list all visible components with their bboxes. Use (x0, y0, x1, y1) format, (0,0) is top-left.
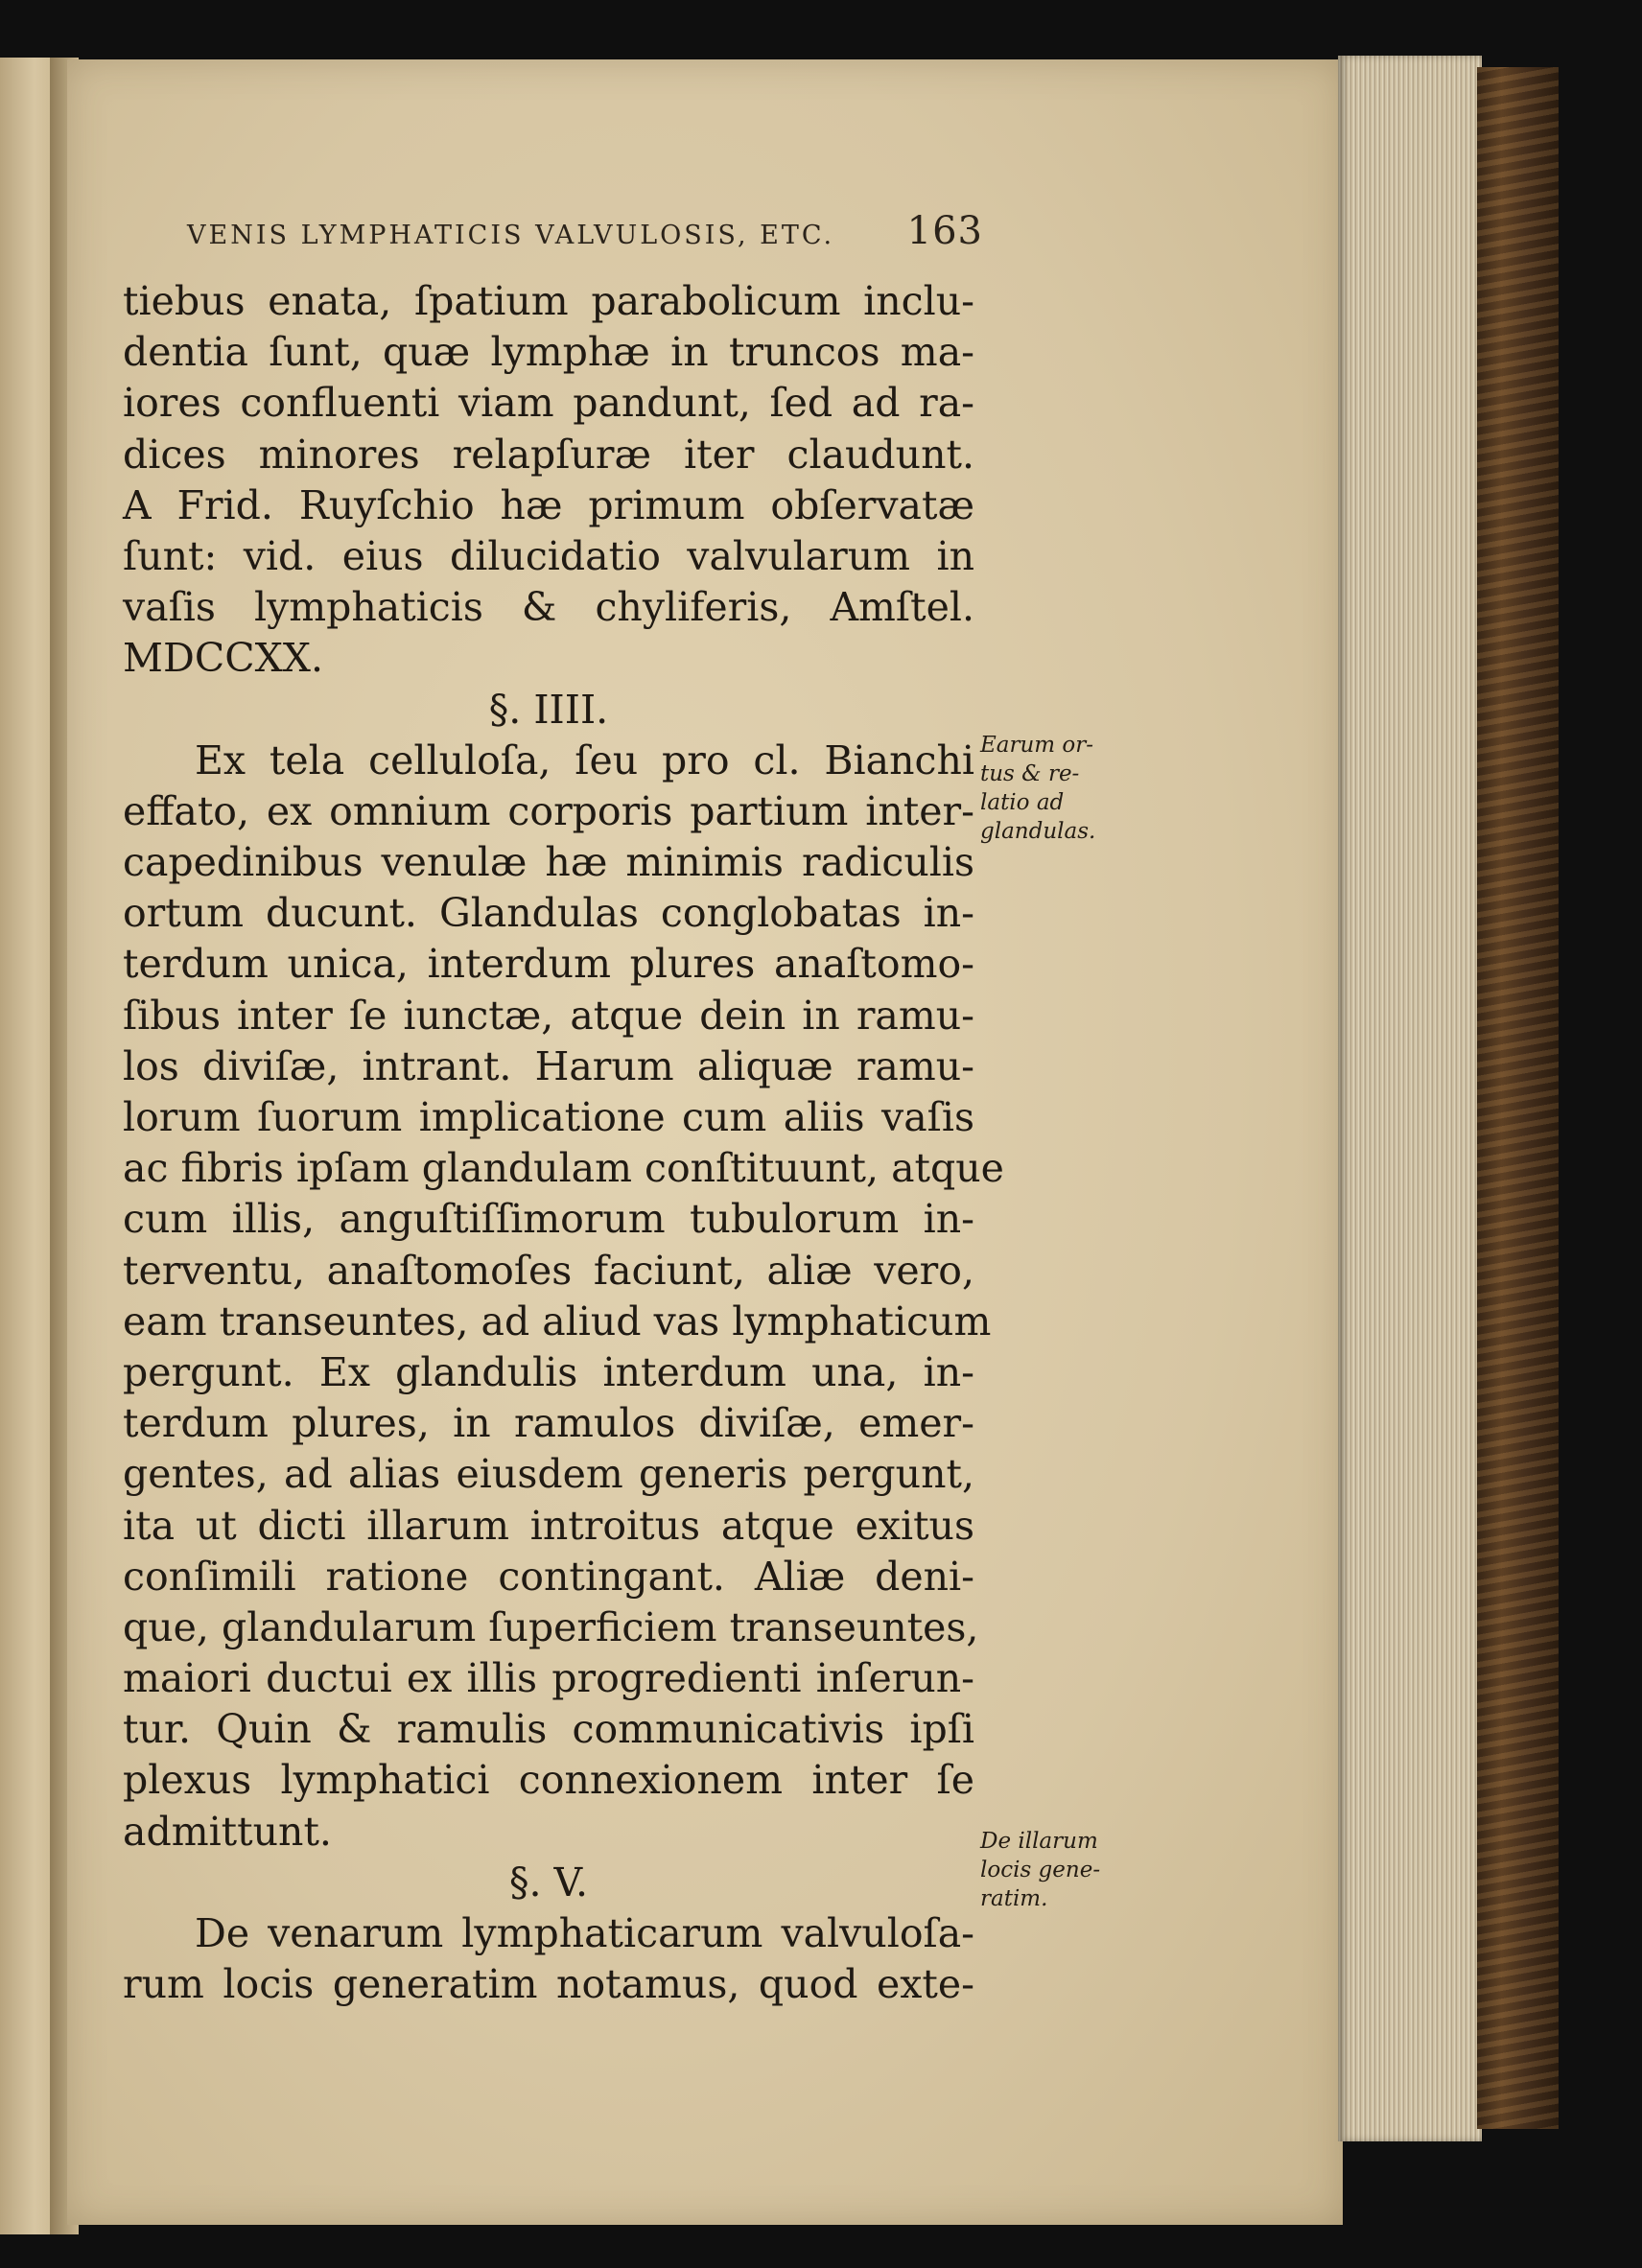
marginal-note-line: Earum or- (980, 733, 1094, 758)
text-line: dices minores relapſuræ iter claudunt. (123, 431, 974, 478)
marginal-note-line: tus & re- (980, 761, 1080, 786)
text-line: tiebus enata, ſpatium parabolicum inclu- (123, 278, 974, 324)
previous-page-edge (0, 58, 58, 2234)
text-line: maiori ductui ex illis progredienti inſerun- (123, 1655, 974, 1702)
text-line: ſibus inter ſe iunctæ, atque dein in ramu- (123, 992, 974, 1039)
text-line: terventu, anaſtomoſes faciunt, aliæ vero, (123, 1247, 974, 1294)
text-line: pergunt. Ex glandulis interdum una, in- (123, 1348, 974, 1395)
leather-cover (1477, 67, 1559, 2129)
text-line: MDCCXX. (123, 635, 324, 682)
section-heading: §. V. (508, 1859, 589, 1906)
text-line: tur. Quin & ramulis communicativis ipſi (123, 1706, 974, 1753)
text-line: ſunt: vid. eius dilucidatio valvularum in (123, 532, 974, 579)
marginal-note-line: glandulas. (980, 819, 1096, 844)
text-line: vaſis lymphaticis & chyliferis, Amſtel. (123, 584, 974, 631)
text-line: ortum ducunt. Glandulas conglobatas in- (123, 890, 974, 937)
text-line: los diviſæ, intrant. Harum aliquæ ramu- (123, 1042, 974, 1089)
text-line: conſimili ratione contingant. Aliæ deni- (123, 1553, 974, 1600)
text-line: ita ut dicti illarum introitus atque exitus (123, 1502, 974, 1549)
running-head (187, 209, 983, 253)
section-heading: §. IIII. (488, 686, 609, 733)
text-line: iores confluenti viam pandunt, ſed ad ra- (123, 380, 974, 427)
marginal-note-line: locis gene- (980, 1858, 1101, 1882)
text-line: plexus lymphatici connexionem inter ſe (123, 1757, 974, 1804)
text-line: admittunt. (123, 1808, 332, 1855)
marginal-note-line: De illarum (980, 1829, 1098, 1854)
text-line: Ex tela celluloſa, ſeu pro cl. Bianchi (195, 737, 974, 783)
text-line: ac fibris ipſam glandulam conſtituunt, atque (123, 1145, 1004, 1192)
text-line: terdum plures, in ramulos diviſæ, emer- (123, 1400, 974, 1447)
text-line: effato, ex omnium corporis partium inter- (123, 787, 974, 834)
text-line: eam transeuntes, ad aliud vas lymphaticum (123, 1298, 992, 1344)
text-line: rum locis generatim notamus, quod exte- (123, 1961, 974, 2008)
text-line: De venarum lymphaticarum valvuloſa- (195, 1910, 974, 1956)
text-line: capedinibus venulæ hæ minimis radiculis (123, 839, 974, 886)
text-line: gentes, ad alias eiusdem generis pergunt, (123, 1451, 974, 1498)
text-line: que, glandularum ſuperficiem transeuntes, (123, 1603, 979, 1650)
text-line: dentia ſunt, quæ lymphæ in truncos ma- (123, 329, 974, 376)
text-line: cum illis, anguſtiſſimorum tubulorum in- (123, 1196, 974, 1243)
page-edges-stack (1338, 56, 1482, 2141)
body-text (123, 276, 1004, 2010)
marginal-note (980, 1827, 1143, 1913)
text-line: A Frid. Ruyſchio hæ primum obſervatæ (123, 481, 974, 528)
page-number: 163 (906, 209, 983, 253)
marginal-note (980, 731, 1143, 846)
marginal-note-line: ratim. (980, 1886, 1048, 1911)
running-head-title: VENIS LYMPHATICIS VALVULOSIS, ETC. (187, 221, 835, 250)
text-line: terdum unica, interdum plures anaſtomo- (123, 941, 974, 988)
text-line: lorum ſuorum implicatione cum aliis vaſis (123, 1094, 974, 1140)
marginal-note-line: latio ad (980, 790, 1065, 815)
